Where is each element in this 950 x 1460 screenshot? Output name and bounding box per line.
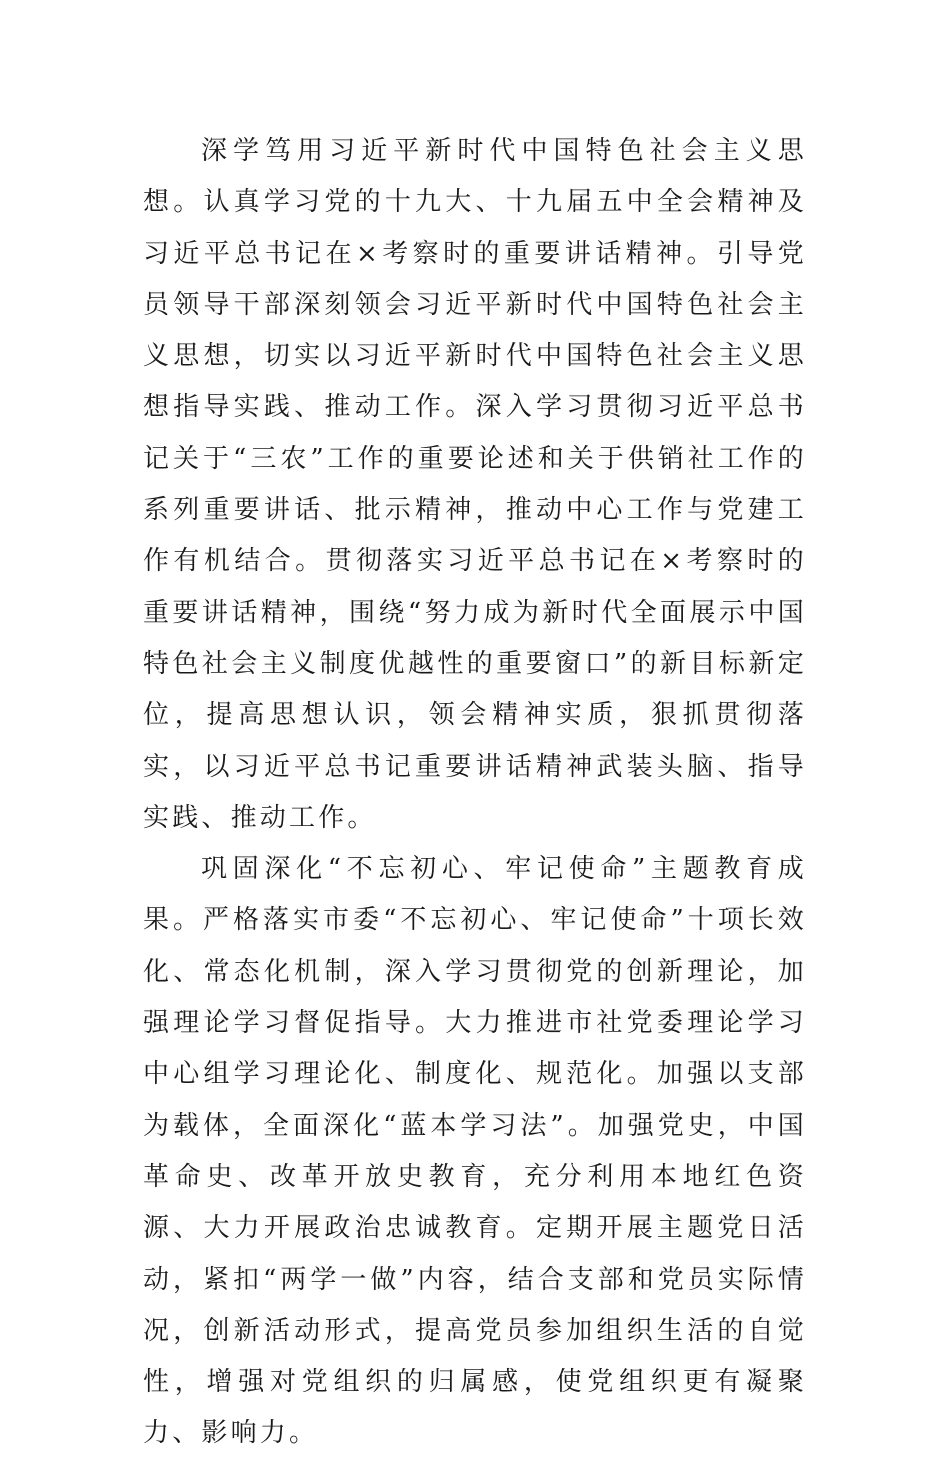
paragraph-theme-education: 巩固深化“不忘初心、牢记使命”主题教育成果。严格落实市委“不忘初心、牢记使命”十项长效化、常态化机制，深入学习贯彻党的创新理论，加强理论学习督促指导。大力推进市社党委理论学习中心组学习理论化、制度化、规范化。加强以支部为载体，全面深化“蓝本学习法”。加强党史，中国革命史、改革开放史教育，充分利用本地红色资源、大力开展政治忠诚教育。定期开展主题党日活动，紧扣“两学一做”内容，结合支部和党员实际情况，创新活动形式，提高党员参加组织生活的自觉性，增强对党组织的归属感，使党组织更有凝聚力、影响力。 bbox=[143, 854, 807, 1449]
document-body bbox=[143, 126, 807, 1460]
paragraph-study-thought: 深学笃用习近平新时代中国特色社会主义思想。认真学习党的十九大、十九届五中全会精神及习近平总书记在×考察时的重要讲话精神。引导党员领导干部深刻领会习近平新时代中国特色社会主义思想，切实以习近平新时代中国特色社会主义思想指导实践、推动工作。深入学习贯彻习近平总书记关于“三农”工作的重要论述和关于供销社工作的系列重要讲话、批示精神，推动中心工作与党建工作有机结合。贯彻落实习近平总书记在×考察时的重要讲话精神，围绕“努力成为新时代全面展示中国特色社会主义制度优越性的重要窗口”的新目标新定位，提高思想认识，领会精神实质，狠抓贯彻落实，以习近平总书记重要讲话精神武装头脑、指导实践、推动工作。 bbox=[143, 136, 807, 833]
